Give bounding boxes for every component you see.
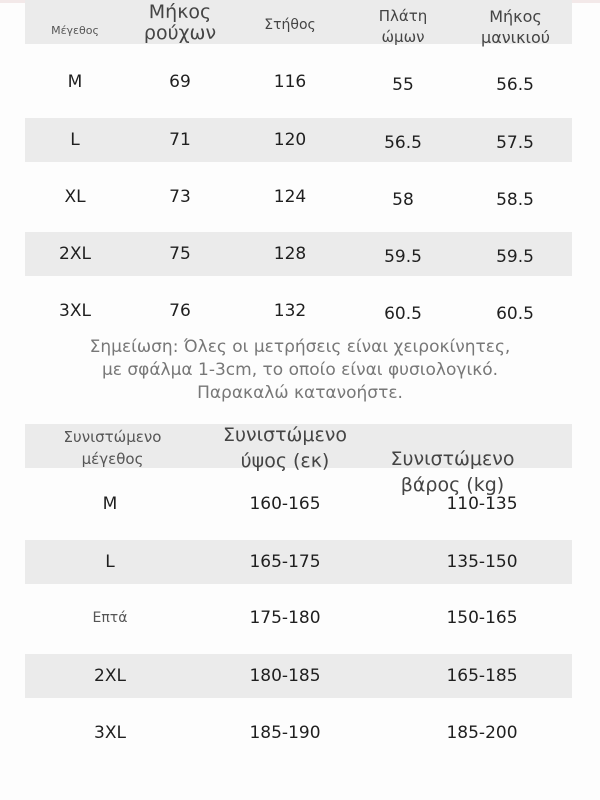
cell-sleeve: 56.5 [496,75,534,95]
cell-shoulder: 56.5 [384,133,422,153]
cell-shoulder: 60.5 [384,304,422,324]
cell-weight: 185-200 [446,723,518,743]
table-row [25,711,572,755]
cell-shoulder: 58 [392,190,414,210]
cell-weight: 110-135 [446,494,518,514]
cell-sleeve: 58.5 [496,190,534,210]
cell-height: 160-165 [249,494,321,514]
header-recommended-size: Συνιστώμενο μέγεθος [63,428,162,468]
cell-chest: 132 [273,301,307,321]
cell-chest: 120 [273,130,307,150]
table-row [25,289,572,333]
cell-shoulder: 59.5 [384,247,422,267]
cell-size: M [67,72,83,92]
size-chart-table [25,0,572,335]
cell-length: 76 [169,301,191,321]
size-chart-header [25,0,572,47]
cell-chest: 128 [273,244,307,264]
header-recommended-height: Συνιστώμενο ύψος (εκ) [222,424,348,472]
cell-sleeve: 60.5 [496,304,534,324]
cell-height: 175-180 [249,608,321,628]
cell-size: L [70,130,80,150]
cell-chest: 124 [273,187,307,207]
cell-size: M [102,494,118,514]
header-size: Μέγεθος [51,24,99,37]
cell-chest: 116 [273,72,307,92]
cell-shoulder: 55 [392,75,414,95]
table-row [25,118,572,162]
cell-sleeve: 59.5 [496,247,534,267]
cell-sleeve: 57.5 [496,133,534,153]
measurement-note: Σημείωση: Όλες οι μετρήσεις είναι χειροκίνητες, με σφάλμα 1-3cm, το οποίο είναι φυσιολογικό. Παρακαλώ κατανοήστε. [89,337,511,403]
header-garment-length: Μήκος ρούχων [143,1,217,44]
cell-weight: 150-165 [446,608,518,628]
cell-size: 2XL [59,244,91,264]
cell-weight: 135-150 [446,552,518,572]
cell-height: 180-185 [249,666,321,686]
table-row [25,232,572,276]
header-chest: Στήθος [264,17,316,33]
recommend-table [25,424,572,764]
cell-weight: 165-185 [446,666,518,686]
table-row [25,175,572,219]
cell-size: Επτά [92,610,128,626]
header-recommended-weight: Συνιστώμενο βάρος (kg) [390,448,515,496]
table-row [25,654,572,698]
cell-length: 69 [169,72,191,92]
cell-size: 2XL [94,666,126,686]
cell-height: 165-175 [249,552,321,572]
cell-size: XL [64,187,86,207]
cell-height: 185-190 [249,723,321,743]
cell-length: 73 [169,187,191,207]
table-row [25,596,572,640]
table-row [25,60,572,104]
cell-size: 3XL [94,723,126,743]
cell-length: 71 [169,130,191,150]
table-row [25,540,572,584]
header-shoulder: Πλάτη ώμων [378,7,428,46]
cell-size: 3XL [59,301,91,321]
cell-length: 75 [169,244,191,264]
header-sleeve: Μήκος μανικιού [481,7,550,47]
cell-size: L [105,552,115,572]
